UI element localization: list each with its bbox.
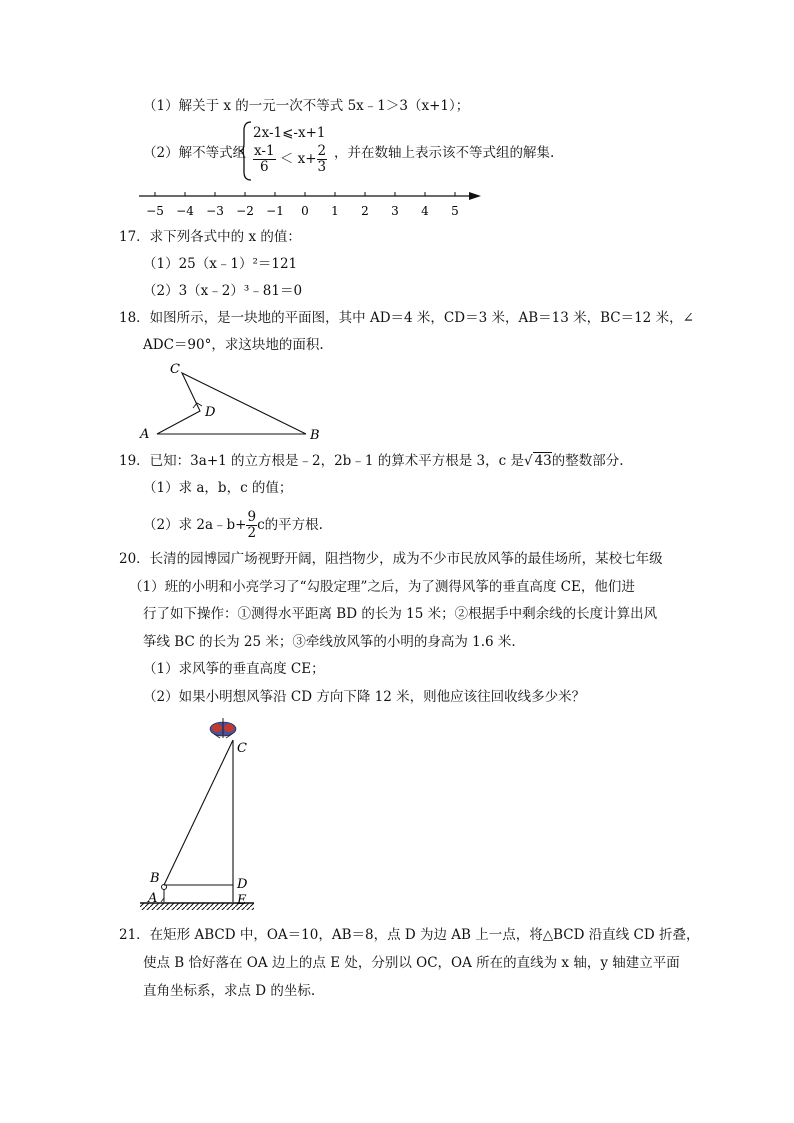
q19-part2: （2）求 2a﹣b+ $\frac{9}{2}$ c的平方根.	[143, 509, 323, 541]
tick-label: −3	[206, 204, 224, 218]
system-line-1: 2x-1⩽-x+1	[253, 125, 326, 141]
label-b: B	[310, 428, 320, 443]
q17-stem: 17．求下列各式中的 x 的值：	[119, 229, 301, 245]
q20-line2: （1）班的小明和小亮学习了“勾股定理”之后，为了测得风筝的垂直高度 CE，他们进	[129, 579, 635, 595]
tick-label: 0	[301, 204, 309, 218]
arrow-right-icon	[469, 192, 481, 200]
q18-line2: ADC＝90°，求这块地的面积.	[143, 337, 324, 353]
number-line	[135, 186, 485, 222]
tick-label: −2	[236, 204, 254, 218]
quadrilateral-figure	[130, 358, 330, 448]
label-e: E	[237, 893, 247, 908]
system-line-2	[253, 144, 327, 175]
tick-label: 2	[361, 204, 369, 218]
q16-part2-prefix: （2）解不等式组	[143, 145, 247, 161]
label-a: A	[140, 427, 150, 442]
q20-part2: （2）如果小明想风筝沿 CD 方向下降 12 米，则他应该往回收线多少米？	[143, 689, 586, 705]
q21-line3: 直角坐标系，求点 D 的坐标.	[143, 983, 316, 999]
q20-part1: （1）求风筝的垂直高度 CE；	[143, 661, 325, 677]
tick-label: 1	[331, 204, 339, 218]
q17-part1: （1）25（x﹣1）²＝121	[143, 256, 298, 272]
fraction-9-over-2: $\frac{9}{2}$	[247, 509, 257, 541]
kite-figure	[130, 712, 280, 918]
label-c: C	[170, 362, 180, 377]
q20-line1: 20．长清的园博园广场视野开阔，阻挡物少，成为不少市民放风筝的最佳场所，某校七年级	[119, 551, 663, 567]
label-c: C	[237, 741, 247, 756]
q16-part2-suffix: ，并在数轴上表示该不等式组的解集.	[334, 145, 555, 161]
q20-line4: 筝线 BC 的长为 25 米；③牵线放风筝的小明的身高为 1.6 米.	[143, 634, 516, 650]
fraction-2-over-3: $\frac{2}{3}$	[317, 143, 327, 175]
system-less-than: ＜ x+	[279, 151, 317, 167]
q19-part1: （1）求 a，b，c 的值；	[143, 480, 293, 496]
q21-line2: 使点 B 恰好落在 OA 边上的点 E 处，分别以 OC，OA 所在的直线为 x 轴，y 轴建立平面	[143, 955, 680, 971]
system-brace	[238, 120, 254, 182]
tick-label: 3	[391, 204, 399, 218]
fraction-x-1-over-6: $\frac{x-1}{6}$	[254, 143, 275, 175]
tick-label: 4	[421, 204, 429, 218]
q21-line1: 21．在矩形 ABCD 中，OA＝10，AB＝8，点 D 为边 AB 上一点，将△BCD 沿直线 CD 折叠，	[119, 927, 700, 943]
tick-label: −4	[176, 204, 194, 218]
label-d: D	[205, 405, 216, 420]
sqrt-icon: √	[523, 453, 533, 469]
tick-label: 5	[451, 204, 459, 218]
label-d: D	[237, 877, 248, 892]
tick-label: −1	[266, 204, 284, 218]
label-a: A	[148, 891, 158, 906]
tick-label: −5	[146, 204, 164, 218]
q20-line3: 行了如下操作：①测得水平距离 BD 的长为 15 米；②根据手中剩余线的长度计算出风	[143, 606, 658, 622]
q17-part2: （2）3（x﹣2）³﹣81＝0	[143, 283, 303, 299]
q19-stem: 19．已知：3a+1 的立方根是﹣2，2b﹣1 的算术平方根是 3，c 是√ 43的整数部分.	[119, 453, 624, 469]
q18-line1: 18．如图所示，是一块地的平面图，其中 AD＝4 米，CD＝3 米，AB＝13 米，BC＝12 米，∠	[119, 310, 694, 326]
kite-icon	[210, 718, 236, 738]
q16-part1: （1）解关于 x 的一元一次不等式 5x﹣1＞3（x+1）；	[143, 98, 470, 114]
label-b: B	[150, 871, 160, 886]
